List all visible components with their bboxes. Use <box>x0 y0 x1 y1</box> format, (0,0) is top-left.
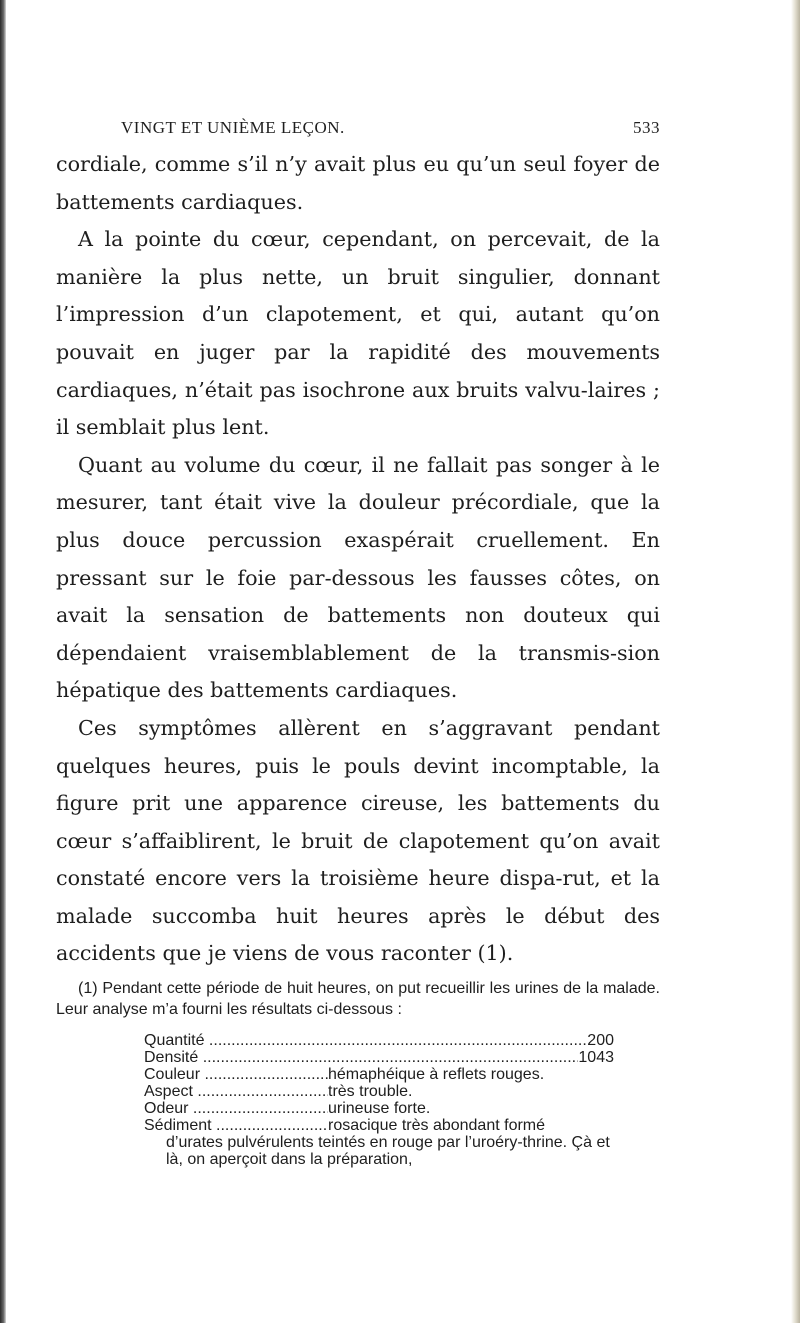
table-row <box>144 1066 614 1083</box>
page-number: 533 <box>633 118 660 137</box>
row-label: Sédiment ..... <box>144 1117 328 1134</box>
row-label: Aspect ..... <box>144 1083 328 1100</box>
row-label: Quantité ..... <box>144 1032 587 1049</box>
table-row <box>144 1032 614 1049</box>
main-text <box>56 146 660 973</box>
row-value: 200 <box>587 1032 614 1050</box>
row-label: Densité ..... <box>144 1049 578 1066</box>
chapter-title: VINGT ET UNIÈME LEÇON. <box>121 118 345 137</box>
paragraph: Quant au volume du cœur, il ne fallait pas songer à le mesurer, tant était vive la douleur précordiale, que la plus douce percussion exaspérait cruellement. En pressant sur le foie par-dessous les fausses côtes, on avait la sensation de battements non douteux qui dépendaient vraisemblablement de la transmis-sion hépatique des battements cardiaques. <box>56 452 660 703</box>
paragraph: A la pointe du cœur, cependant, on percevait, de la manière la plus nette, un bruit singulier, donnant l’impression d’un clapotement, et qui, autant qu’on pouvait en juger par la rapidité des mouvements cardiaques, n’était pas isochrone aux bruits valvu-laires ; il semblait plus lent. <box>56 227 660 440</box>
row-value: très trouble. <box>328 1083 413 1101</box>
footnote <box>56 979 660 1020</box>
row-label: Odeur ..... <box>144 1100 328 1117</box>
paragraph: Ces symptômes allèrent en s’aggravant pendant quelques heures, puis le pouls devint incomptable, la figure prit une apparence cireuse, les battements du cœur s’affaiblirent, le bruit de clapotement qu’on avait constaté encore vers la troisième heure dispa-rut, et la malade succomba huit heures après le début des accidents que je viens de vous raconter (1). <box>56 715 660 966</box>
row-value: 1043 <box>578 1049 614 1067</box>
page-left-edge <box>0 0 6 1323</box>
book-page <box>56 112 660 1168</box>
row-value: urineuse forte. <box>328 1100 431 1118</box>
table-row <box>144 1100 614 1117</box>
footnote-continuation: d’urates pulvérulents teintés en rouge par l’uroéry-thrine. Çà et là, on aperçoit dans la préparation, <box>166 1134 610 1169</box>
urine-analysis-table <box>144 1032 614 1168</box>
row-label: Couleur ..... <box>144 1066 328 1083</box>
table-row <box>144 1117 614 1134</box>
table-row <box>144 1083 614 1100</box>
footnote-text: (1) Pendant cette période de huit heures, on put recueillir les urines de la malade. Leur analyse m’a fourni les résultats ci-dessous : <box>56 980 660 1018</box>
running-header <box>56 112 660 146</box>
row-value: hémaphéique à reflets rouges. <box>328 1066 545 1084</box>
paragraph: cordiale, comme s’il n’y avait plus eu qu’un seul foyer de battements cardiaques. <box>56 152 660 214</box>
page-right-edge <box>791 0 800 1323</box>
row-value: rosacique très abondant formé <box>328 1117 546 1135</box>
table-row <box>144 1049 614 1066</box>
